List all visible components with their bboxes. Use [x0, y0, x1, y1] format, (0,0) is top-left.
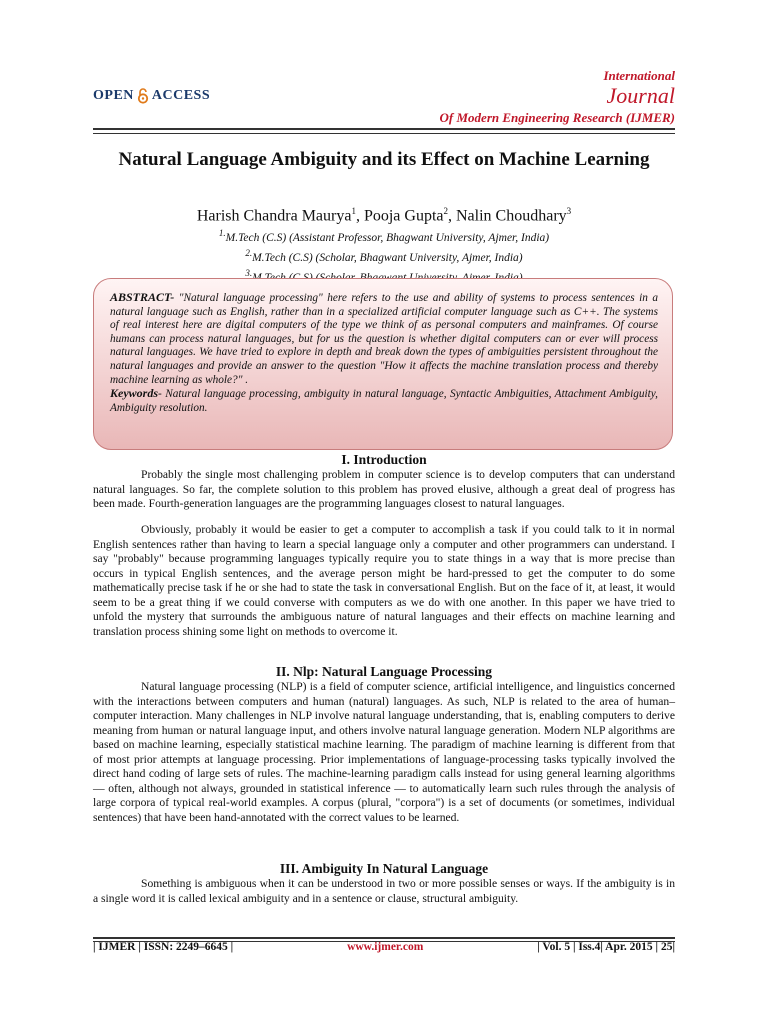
keywords-label: Keywords: [110, 386, 158, 401]
abstract-label: ABSTRACT-: [110, 290, 175, 304]
affiliation-list: [93, 226, 675, 285]
paper-title: Natural Language Ambiguity and its Effect on Machine Learning: [118, 149, 650, 170]
abstract-box: [93, 278, 673, 450]
section-heading-ambiguity: III. Ambiguity In Natural Language: [279, 861, 489, 876]
author-name: Pooja Gupta: [363, 207, 444, 225]
paragraph: Obviously, probably it would be easier to get a computer to accomplish a task if you could talk to it in normal English sentences rather than having to learn a special language only a computer and other programmers can understand. I say "probably" because programming languages typically require you to state things in a way that is more precise than occurs in typical English sentences, and the average person might be hard-pressed to get the computer to do some mathematically precise task if he or she had to state the task in conversational English. But on the face of it, at least, it would seem to be a great thing if we could converse with computers as we do with one another. In this paper we have tried to unfold the mystery that surrounds the ambiguous nature of natural languages and their effects on machine learning and translation process shining some light on methods to overcome it.: [93, 523, 675, 638]
page-footer: [93, 941, 675, 953]
open-text: OPEN: [93, 88, 134, 103]
affiliation-text: M.Tech (C.S) (Assistant Professor, Bhagwant University, Ajmer, India): [225, 231, 550, 244]
journal-name: Journal: [606, 83, 675, 108]
paragraph: Probably the single most challenging problem in computer science is to develop computers that can understand natural languages. So far, the complete solution to this problem has proved elusive, although a great deal of progress has been made. Fourth-generation languages are the programming languages closest to natural languages.: [93, 468, 675, 510]
author-sup: 3: [566, 206, 572, 216]
author-sup: 1: [351, 206, 356, 216]
author-name: Nalin Choudhary: [456, 207, 567, 225]
section-heading-introduction: I. Introduction: [341, 452, 427, 467]
keywords-body: - Natural language processing, ambiguity in natural language, Syntactic Ambiguities, Attachment Ambiguity, Ambiguity resolution.: [110, 388, 658, 414]
paragraph: Natural language processing (NLP) is a field of computer science, artificial intelligence, and linguistics concerned with the interactions between computers and human (natural) languages. As such, NLP is related to the area of human–computer interaction. Many challenges in NLP involve natural language understanding, that is, enabling computers to derive meaning from human or natural language input, and others involve natural language generation. Modern NLP algorithms are based on machine learning, especially statistical machine learning. The paradigm of machine learning is different from that of most prior attempts at language processing. Prior implementations of language-processing tasks typically involved the direct hand coding of large sets of rules. The machine-learning paradigm calls instead for using general learning algorithms — often, although not always, grounded in statistical inference — to automatically learn such rules through the analysis of large corpora of typical real-world examples. A corpus (plural, "corpora") is a set of documents (or sometimes, individual sentences) that have been hand-annotated with the correct values to be learned.: [93, 680, 675, 824]
abstract-text: [110, 291, 658, 387]
author-name: Harish Chandra Maurya: [196, 207, 352, 225]
open-access-logo: [93, 88, 210, 104]
journal-subtitle: Of Modern Engineering Research (IJMER): [439, 110, 675, 125]
affiliation-sup: 1.: [218, 228, 226, 238]
author-sep: ,: [355, 207, 364, 225]
affiliation-sup: 2.: [245, 247, 253, 258]
access-text: ACCESS: [151, 88, 211, 103]
footer-volume: | Vol. 5 | Iss.4| Apr. 2015 | 25|: [537, 941, 675, 953]
section-heading-nlp: II. Nlp: Natural Language Processing: [275, 664, 493, 679]
paragraph: Something is ambiguous when it can be understood in two or more possible senses or ways. If the ambiguity is in a single word it is called lexical ambiguity and in a sentence or clause, structural ambiguity.: [93, 877, 675, 905]
affiliation-text: M.Tech (C.S) (Scholar, Bhagwant University, Ajmer, India): [252, 251, 523, 264]
footer-website-link[interactable]: www.ijmer.com: [347, 941, 424, 953]
open-access-lock-icon: [137, 88, 149, 104]
journal-international: International: [603, 68, 675, 83]
abstract-body: "Natural language processing" here refers to the use and ability of systems to process sentences in a natural language such as English, rather than in a specialized artificial computer language such as C++. The systems of real interest here are digital computers of the type we think of as personal computers and mainframes. Of course humans can process natural languages, but for us the question is whether digital computers can or ever will process natural languages. We have tried to explore in depth and break down the types of ambiguities persistent throughout the natural languages and provide an answer to the question "How it affects the machine translation process and thereby machine learning as whole?" .: [110, 292, 658, 386]
affiliation: [93, 246, 675, 266]
affiliation-sup: 3.: [245, 267, 253, 278]
keywords: [110, 387, 658, 415]
footer-issn: | IJMER | ISSN: 2249–6645 |: [93, 941, 234, 953]
header-rule: [93, 128, 675, 134]
journal-masthead: [440, 68, 675, 126]
author-list: [93, 206, 675, 225]
author-sup: 2: [443, 206, 448, 216]
affiliation: [93, 226, 675, 246]
author-sep: ,: [448, 207, 456, 225]
